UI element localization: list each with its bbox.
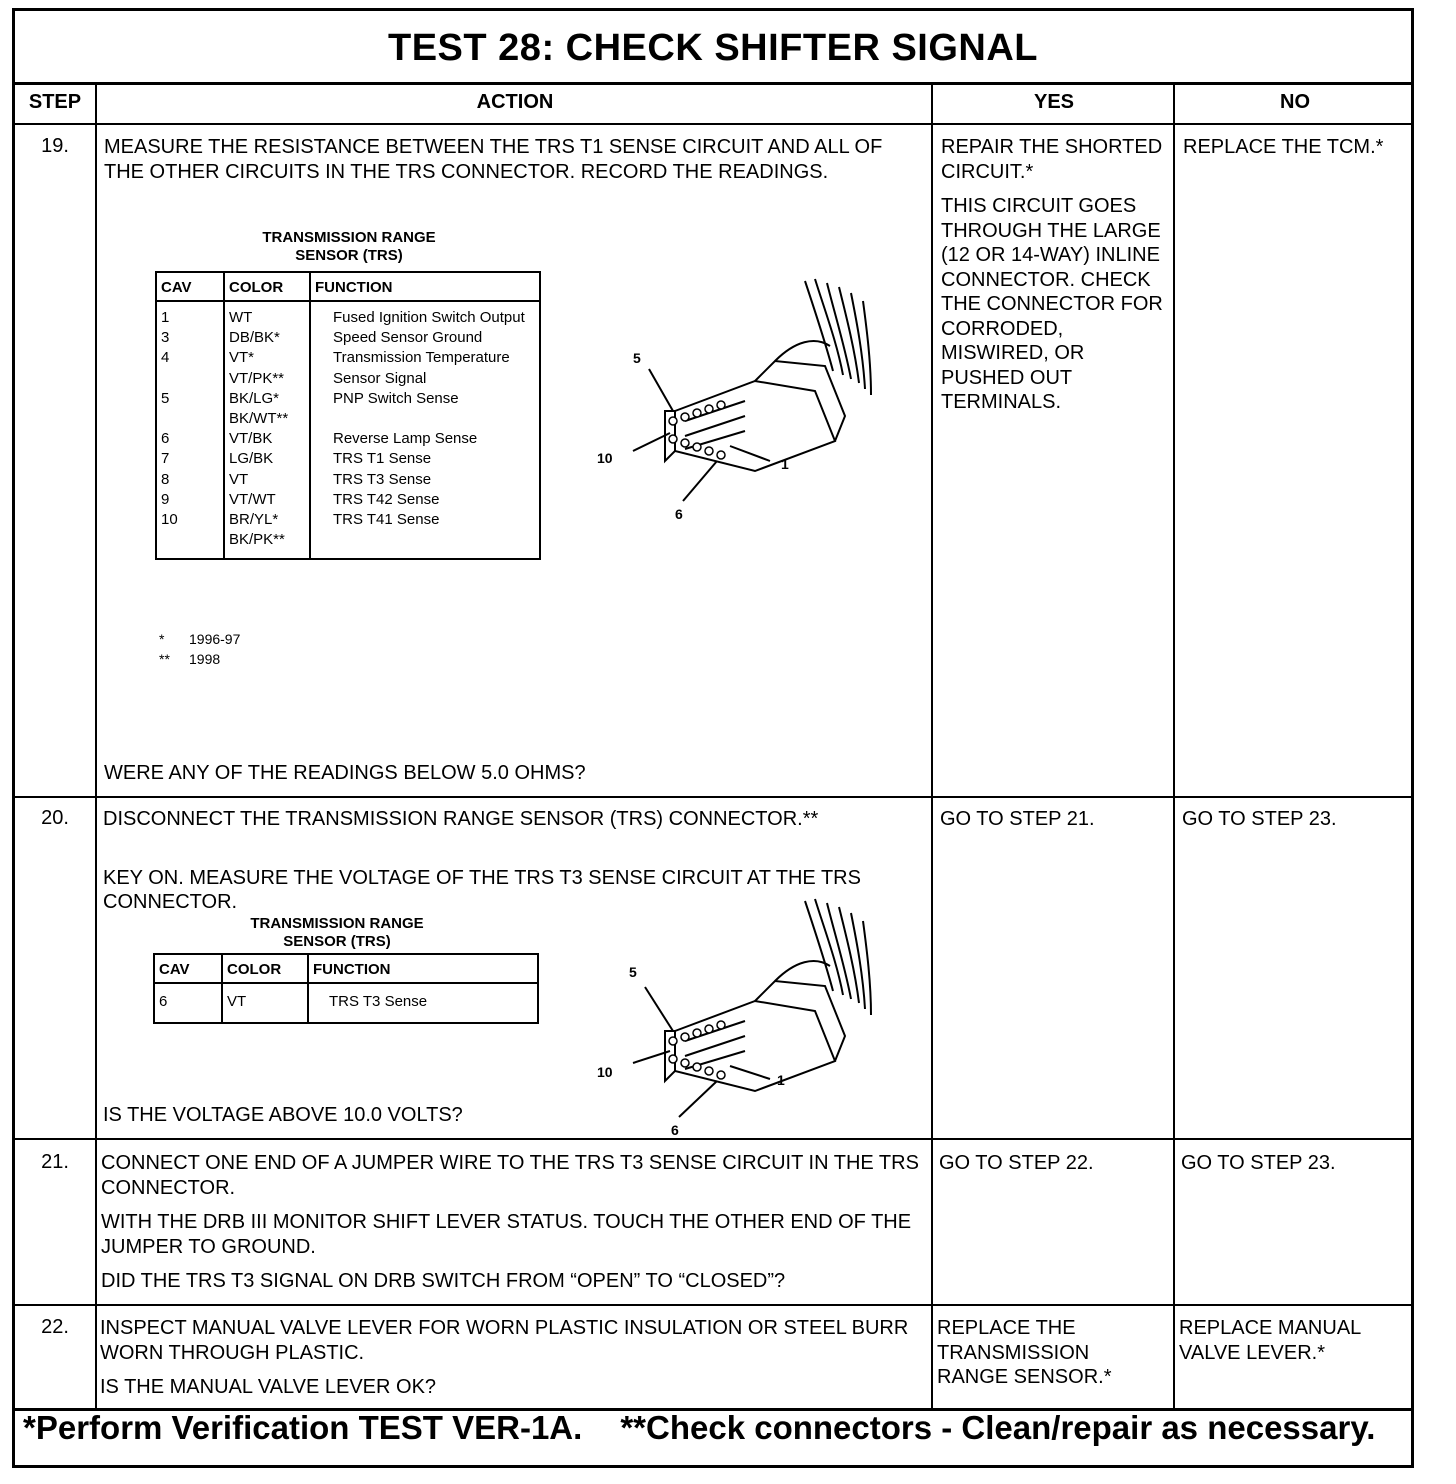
- function-cell: Transmission Temperature Sensor Signal: [310, 348, 540, 388]
- col-color: COLOR: [224, 272, 310, 301]
- cav-cell: 7: [156, 449, 224, 469]
- col-color: COLOR: [222, 954, 308, 983]
- pin-label-10: 10: [597, 450, 613, 466]
- color-cell: VT: [224, 470, 310, 490]
- cav-cell: 1: [156, 301, 224, 328]
- cav-cell: 4: [156, 348, 224, 388]
- color-cell: VT* VT/PK**: [224, 348, 310, 388]
- pin-label-5: 5: [633, 350, 641, 366]
- header-step: STEP: [28, 91, 82, 113]
- table-row: [156, 490, 540, 510]
- color-cell: DB/BK*: [224, 328, 310, 348]
- divider: [15, 796, 1411, 798]
- divider: [1173, 85, 1175, 1408]
- table-row: [156, 389, 540, 429]
- cav-cell: 9: [156, 490, 224, 510]
- table-row: [156, 470, 540, 490]
- note-mark: *: [159, 631, 165, 647]
- step-21-no: GO TO STEP 23.: [1181, 1152, 1336, 1174]
- footer-notes: [23, 1409, 1375, 1447]
- header-yes: YES: [1033, 91, 1075, 113]
- pin-label-6: 6: [675, 506, 683, 521]
- pin-label-5: 5: [629, 964, 637, 980]
- pin-label-6: 6: [671, 1122, 679, 1138]
- col-cav: CAV: [154, 954, 222, 983]
- test-28-page: [12, 8, 1414, 1468]
- note-text: 1998: [189, 651, 221, 667]
- note-mark: **: [159, 651, 170, 667]
- trs-table-title: TRANSMISSION RANGE SENSOR (TRS): [250, 915, 424, 950]
- step-20-no: GO TO STEP 23.: [1182, 808, 1337, 830]
- function-cell: Speed Sensor Ground: [310, 328, 540, 348]
- yes-text: THIS CIRCUIT GOES THROUGH THE LARGE (12 OR 14-WAY) INLINE CONNECTOR. CHECK THE CONNECTOR FOR CORRODED, MISWIRED, OR PUSHED OUT TERMINALS.: [941, 195, 1163, 413]
- trs-pin-table: [155, 271, 541, 560]
- table-row: [156, 429, 540, 449]
- function-cell: Reverse Lamp Sense: [310, 429, 540, 449]
- col-function: FUNCTION: [308, 954, 538, 983]
- divider: [95, 85, 97, 1408]
- color-cell: VT/WT: [224, 490, 310, 510]
- table-row: [156, 449, 540, 469]
- color-cell: BR/YL* BK/PK**: [224, 510, 310, 559]
- action-text: IS THE MANUAL VALVE LEVER OK?: [100, 1376, 437, 1398]
- color-cell: LG/BK: [224, 449, 310, 469]
- pin-label-10: 10: [597, 1064, 613, 1080]
- step-number: 19.: [41, 135, 69, 157]
- function-cell: Fused Ignition Switch Output: [310, 301, 540, 328]
- table-row: [154, 983, 538, 1023]
- step-number: 21.: [41, 1151, 69, 1173]
- divider: [931, 85, 933, 1408]
- action-text: INSPECT MANUAL VALVE LEVER FOR WORN PLASTIC INSULATION OR STEEL BURR WORN THROUGH PLASTIC.: [100, 1317, 909, 1364]
- note-line: [159, 629, 240, 649]
- cav-cell: 6: [156, 429, 224, 449]
- color-cell: BK/LG* BK/WT**: [224, 389, 310, 429]
- step-19-yes: [941, 135, 1163, 425]
- function-cell: TRS T3 Sense: [310, 470, 540, 490]
- color-cell: VT/BK: [224, 429, 310, 449]
- cav-cell: 10: [156, 510, 224, 559]
- step-22-no: REPLACE MANUAL VALVE LEVER.*: [1179, 1317, 1361, 1364]
- step-number: 22.: [41, 1316, 69, 1338]
- pin-label-1: 1: [781, 456, 789, 472]
- cav-cell: 6: [154, 983, 222, 1023]
- trs-pin-table: [153, 953, 539, 1024]
- step-number: 20.: [41, 807, 69, 829]
- step-19-action: MEASURE THE RESISTANCE BETWEEN THE TRS T1 SENSE CIRCUIT AND ALL OF THE OTHER CIRCUITS IN THE TRS CONNECTOR. RECORD THE READINGS.: [104, 136, 883, 183]
- cav-cell: 3: [156, 328, 224, 348]
- function-cell: PNP Switch Sense: [310, 389, 540, 429]
- page-title: TEST 28: CHECK SHIFTER SIGNAL: [15, 11, 1411, 85]
- pin-label-1: 1: [777, 1072, 785, 1088]
- action-text: CONNECT ONE END OF A JUMPER WIRE TO THE TRS T3 SENSE CIRCUIT IN THE TRS CONNECTOR.: [101, 1152, 919, 1199]
- table-row: [156, 510, 540, 559]
- step-20-question: IS THE VOLTAGE ABOVE 10.0 VOLTS?: [103, 1104, 463, 1126]
- divider: [15, 1304, 1411, 1306]
- step-20-yes: GO TO STEP 21.: [940, 808, 1095, 830]
- divider: [15, 123, 1411, 125]
- function-cell: TRS T42 Sense: [310, 490, 540, 510]
- table-row: [156, 328, 540, 348]
- step-19-no: REPLACE THE TCM.*: [1183, 136, 1384, 158]
- step-22-yes: REPLACE THE TRANSMISSION RANGE SENSOR.*: [937, 1317, 1112, 1388]
- header-no: NO: [1280, 91, 1310, 113]
- footer-verify: *Perform Verification TEST VER-1A.: [23, 1409, 583, 1446]
- col-function: FUNCTION: [310, 272, 540, 301]
- trs-connector-illustration: [575, 271, 905, 521]
- note-text: 1996-97: [189, 631, 241, 647]
- function-cell: TRS T3 Sense: [308, 983, 538, 1023]
- action-text: WITH THE DRB III MONITOR SHIFT LEVER STATUS. TOUCH THE OTHER END OF THE JUMPER TO GROUND.: [101, 1211, 912, 1258]
- year-notes: [159, 629, 240, 669]
- function-cell: TRS T41 Sense: [310, 510, 540, 559]
- action-text: DID THE TRS T3 SIGNAL ON DRB SWITCH FROM “OPEN” TO “CLOSED”?: [101, 1270, 786, 1292]
- col-cav: CAV: [156, 272, 224, 301]
- step-21-action: [101, 1151, 923, 1304]
- step-21-yes: GO TO STEP 22.: [939, 1152, 1094, 1174]
- header-action: ACTION: [476, 91, 554, 113]
- function-cell: TRS T1 Sense: [310, 449, 540, 469]
- table-row: [156, 348, 540, 388]
- action-text: KEY ON. MEASURE THE VOLTAGE OF THE TRS T3 SENSE CIRCUIT AT THE TRS CONNECTOR.: [103, 866, 861, 913]
- action-text: DISCONNECT THE TRANSMISSION RANGE SENSOR (TRS) CONNECTOR.**: [103, 808, 819, 830]
- trs-table-title: TRANSMISSION RANGE SENSOR (TRS): [262, 229, 436, 264]
- step-19-question: WERE ANY OF THE READINGS BELOW 5.0 OHMS?: [104, 762, 586, 784]
- cav-cell: 5: [156, 389, 224, 429]
- table-row: [156, 301, 540, 328]
- color-cell: VT: [222, 983, 308, 1023]
- cav-cell: 8: [156, 470, 224, 490]
- footer-check: **Check connectors - Clean/repair as necessary.: [620, 1409, 1376, 1446]
- note-line: [159, 649, 240, 669]
- color-cell: WT: [224, 301, 310, 328]
- yes-text: REPAIR THE SHORTED CIRCUIT.*: [941, 136, 1163, 183]
- step-22-action: [100, 1316, 922, 1410]
